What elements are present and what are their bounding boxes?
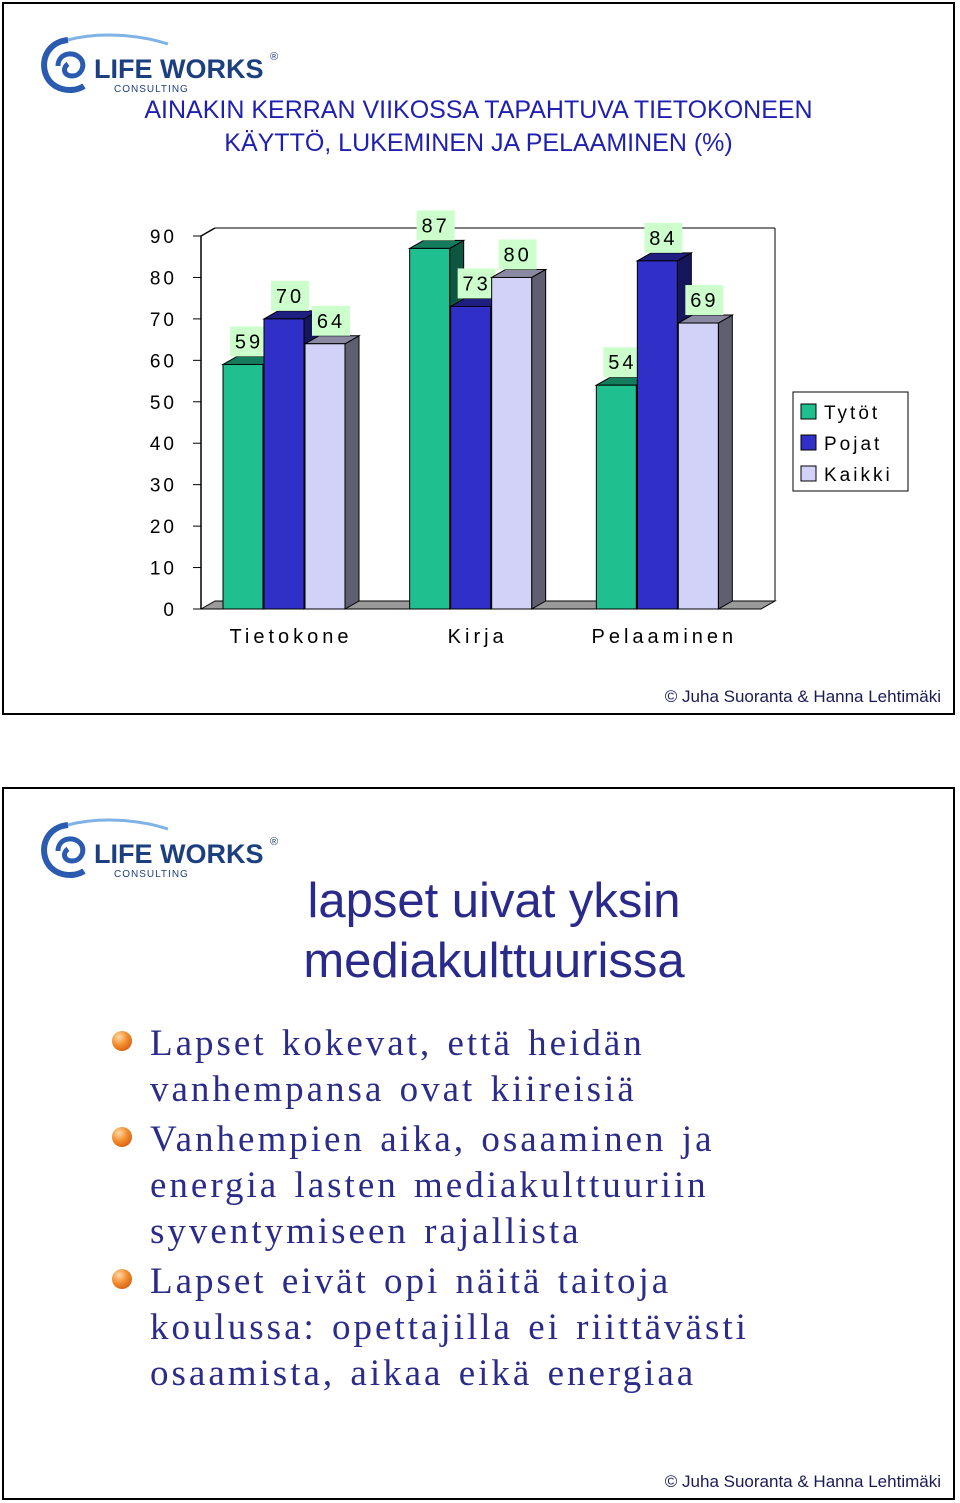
chart-y-axis xyxy=(201,228,215,609)
bar xyxy=(637,261,677,609)
y-tick-label: 50 xyxy=(149,392,177,414)
bullet-line: koulussa: opettajilla ei riittävästi xyxy=(150,1307,749,1348)
category-label: Pelaaminen xyxy=(591,626,738,648)
legend-label: Pojat xyxy=(824,434,883,455)
data-label: 87 xyxy=(421,215,450,238)
copyright-text: © Juha Suoranta & Hanna Lehtimäki xyxy=(664,1472,941,1491)
bullet-line: energia lasten mediakulttuuriin xyxy=(150,1165,709,1206)
data-label: 84 xyxy=(649,227,678,250)
bullet-line: syventymiseen rajallista xyxy=(150,1211,582,1252)
bar xyxy=(223,364,263,609)
bullet-line: Lapset eivät opi näitä taitoja xyxy=(150,1261,672,1302)
legend-swatch xyxy=(801,404,816,419)
data-label: 54 xyxy=(608,352,637,375)
copyright-text: © Juha Suoranta & Hanna Lehtimäki xyxy=(664,687,941,706)
bar xyxy=(305,344,345,609)
y-tick-label: 40 xyxy=(149,434,177,456)
bar xyxy=(596,385,636,609)
chart-slide-title-line2: KÄYTTÖ, LUKEMINEN JA PELAAMINEN (%) xyxy=(224,129,733,157)
text-slide-title-line1: lapset uivat yksin xyxy=(307,874,681,928)
category-label: Kirja xyxy=(447,626,508,648)
logo-sub-text: CONSULTING xyxy=(114,869,189,880)
bullet-line: Vanhempien aika, osaaminen ja xyxy=(150,1119,715,1160)
bullet-item xyxy=(112,1021,912,1113)
y-tick-label: 0 xyxy=(163,600,177,621)
bar-chart xyxy=(4,4,953,713)
bullet-item xyxy=(112,1259,912,1397)
y-tick-label: 30 xyxy=(149,475,177,497)
bullet-item xyxy=(112,1117,912,1255)
chart-slide-title-line1: AINAKIN KERRAN VIIKOSSA TAPAHTUVA TIETOKONEEN xyxy=(144,96,813,124)
bullet-line: osaamista, aikaa eikä energiaa xyxy=(150,1353,697,1394)
bar xyxy=(264,319,304,609)
y-tick-label: 90 xyxy=(149,227,177,248)
data-label: 59 xyxy=(234,331,264,354)
y-tick-label: 60 xyxy=(149,351,177,373)
text-slide-title xyxy=(184,871,804,991)
bullet-line: Lapset kokevat, että heidän xyxy=(150,1023,645,1064)
bar-side xyxy=(345,336,359,609)
bar-side xyxy=(532,269,546,609)
bullet-list xyxy=(112,1021,912,1401)
bar xyxy=(678,323,718,609)
text-slide-title-line2: mediakulttuurissa xyxy=(303,934,685,988)
logo-reg-mark: ® xyxy=(270,836,279,848)
logo-text: LIFE WORKS xyxy=(94,54,264,84)
legend-swatch xyxy=(801,435,816,450)
legend-swatch xyxy=(801,466,816,481)
bar xyxy=(451,306,491,609)
bar xyxy=(410,248,450,609)
data-label: 73 xyxy=(462,273,491,296)
bullet-icon xyxy=(112,1127,132,1147)
slide-text xyxy=(2,787,955,1500)
y-tick-label: 20 xyxy=(149,517,177,539)
slide-chart xyxy=(2,2,955,715)
legend-label: Tytöt xyxy=(824,403,881,424)
bullet-icon xyxy=(112,1031,132,1051)
bar-side xyxy=(718,315,732,609)
logo-sub-text: CONSULTING xyxy=(114,84,189,95)
logo-text: LIFE WORKS xyxy=(94,839,264,869)
y-tick-label: 70 xyxy=(149,309,177,331)
bullet-line: vanhempansa ovat kiireisiä xyxy=(150,1069,637,1110)
data-label: 70 xyxy=(275,285,305,308)
y-tick-label: 80 xyxy=(149,268,177,290)
legend-label: Kaikki xyxy=(824,465,893,486)
bullet-icon xyxy=(112,1269,132,1289)
data-label: 80 xyxy=(503,244,532,267)
bar xyxy=(492,277,532,609)
data-label: 64 xyxy=(316,310,346,333)
category-label: Tietokone xyxy=(229,626,353,648)
y-tick-label: 10 xyxy=(149,558,177,580)
logo-reg-mark: ® xyxy=(270,51,279,63)
data-label: 69 xyxy=(690,290,719,313)
